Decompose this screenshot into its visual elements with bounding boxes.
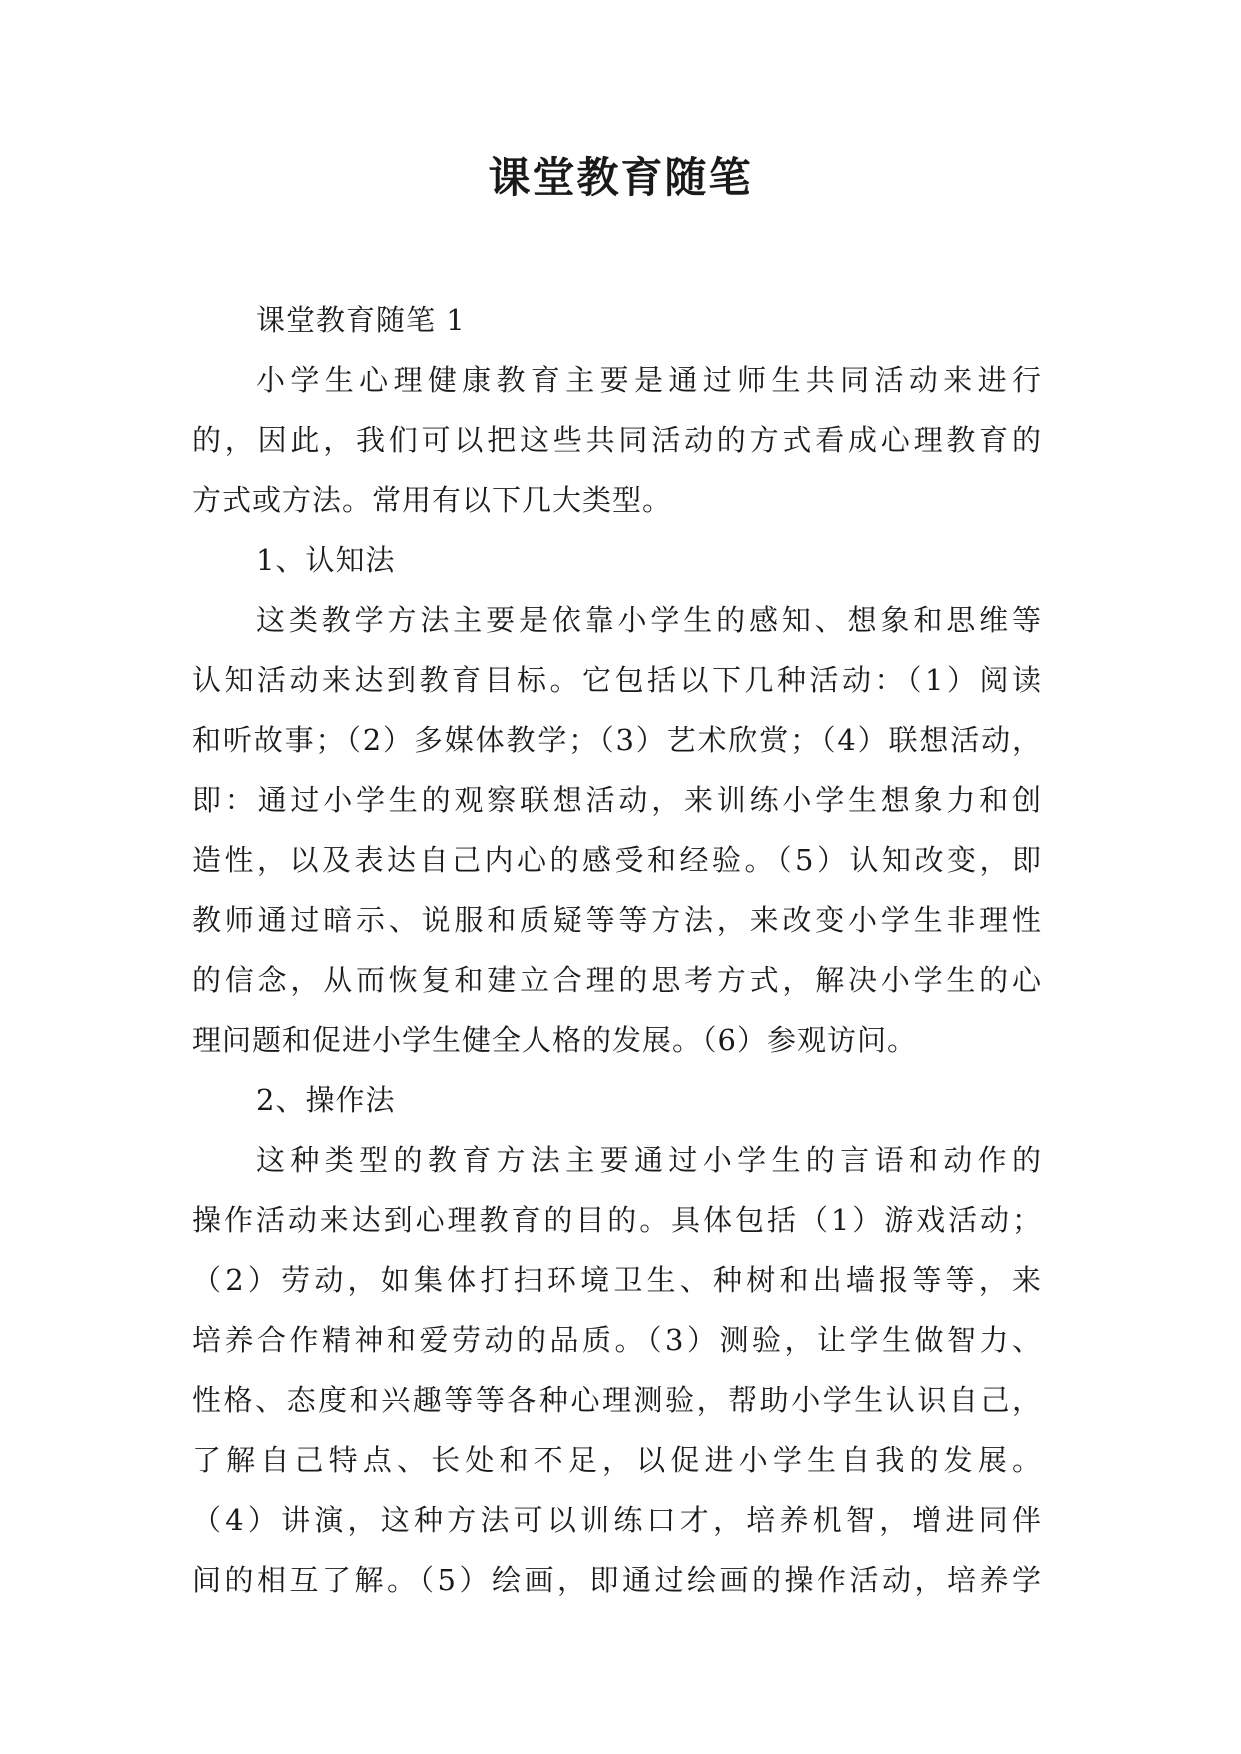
text-line: 理问题和促进小学生健全人格的发展。（6）参观访问。 bbox=[192, 1023, 917, 1057]
text-line: （4）讲演，这种方法可以训练口才，培养机智，增进同伴 bbox=[192, 1503, 1042, 1537]
text-line: 的信念，从而恢复和建立合理的思考方式，解决小学生的心 bbox=[192, 963, 1042, 997]
text-line: 小学生心理健康教育主要是通过师生共同活动来进行 bbox=[256, 363, 1042, 397]
text-line: 即：通过小学生的观察联想活动，来训练小学生想象力和创 bbox=[192, 783, 1042, 817]
text-line: 课堂教育随笔 1 bbox=[256, 303, 466, 337]
text-line: 方式或方法。常用有以下几大类型。 bbox=[192, 483, 673, 517]
text-line: 1、认知法 bbox=[256, 543, 396, 577]
text-line: 间的相互了解。（5）绘画，即通过绘画的操作活动，培养学 bbox=[192, 1563, 1042, 1597]
text-line: 这种类型的教育方法主要通过小学生的言语和动作的 bbox=[256, 1143, 1042, 1177]
text-line: 性格、态度和兴趣等等各种心理测验，帮助小学生认识自己， bbox=[192, 1383, 1042, 1417]
text-line: 和听故事；（2）多媒体教学；（3）艺术欣赏；（4）联想活动， bbox=[192, 723, 1042, 757]
text-line: 了解自己特点、长处和不足，以促进小学生自我的发展。 bbox=[192, 1443, 1042, 1477]
text-line: 认知活动来达到教育目标。它包括以下几种活动：（1）阅读 bbox=[192, 663, 1042, 697]
text-line: 2、操作法 bbox=[256, 1083, 396, 1117]
text-line: 操作活动来达到心理教育的目的。具体包括（1）游戏活动； bbox=[192, 1203, 1042, 1237]
document-body bbox=[192, 290, 1072, 1610]
text-line: 的，因此，我们可以把这些共同活动的方式看成心理教育的 bbox=[192, 423, 1042, 457]
text-line: 培养合作精神和爱劳动的品质。（3）测验，让学生做智力、 bbox=[192, 1323, 1042, 1357]
text-line: 造性，以及表达自己内心的感受和经验。（5）认知改变，即 bbox=[192, 843, 1042, 877]
text-line: 教师通过暗示、说服和质疑等等方法，来改变小学生非理性 bbox=[192, 903, 1042, 937]
text-line: （2）劳动，如集体打扫环境卫生、种树和出墙报等等，来 bbox=[192, 1263, 1042, 1297]
text-line: 这类教学方法主要是依靠小学生的感知、想象和思维等 bbox=[256, 603, 1042, 637]
document-title: 课堂教育随笔 bbox=[488, 153, 753, 202]
